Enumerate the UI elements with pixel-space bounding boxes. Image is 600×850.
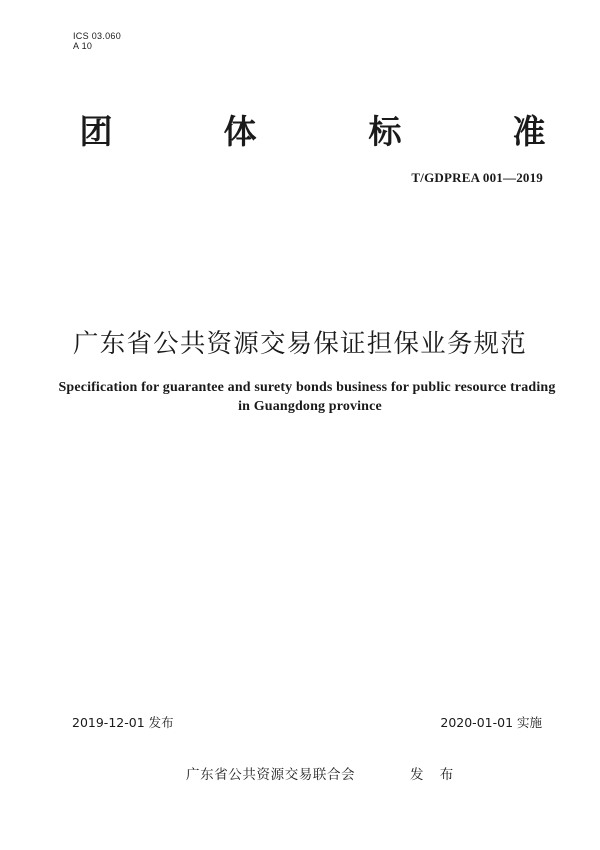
ics-code: ICS 03.060 (73, 31, 122, 41)
title-english-line1: Specification for guarantee and surety bonds business for public resource trading (58, 380, 556, 395)
classification-code: A 10 (73, 41, 93, 51)
standard-type-char: 体 (223, 112, 257, 151)
implementation-date: 2020-01-01 实施 (440, 715, 542, 730)
publisher-name: 广东省公共资源交易联合会 (186, 767, 356, 783)
standard-type-char: 准 (512, 112, 546, 151)
title-chinese: 广东省公共资源交易保证担保业务规范 (73, 329, 527, 359)
title-english-line2: in Guangdong province (238, 399, 382, 414)
issue-date: 2019-12-01 发布 (72, 715, 174, 730)
standard-type-heading (0, 112, 600, 156)
publish-label: 发 布 (410, 767, 460, 783)
standard-type-char: 标 (368, 112, 402, 151)
standard-type-char: 团 (79, 112, 113, 151)
standard-number: T/GDPREA 001—2019 (411, 170, 543, 185)
